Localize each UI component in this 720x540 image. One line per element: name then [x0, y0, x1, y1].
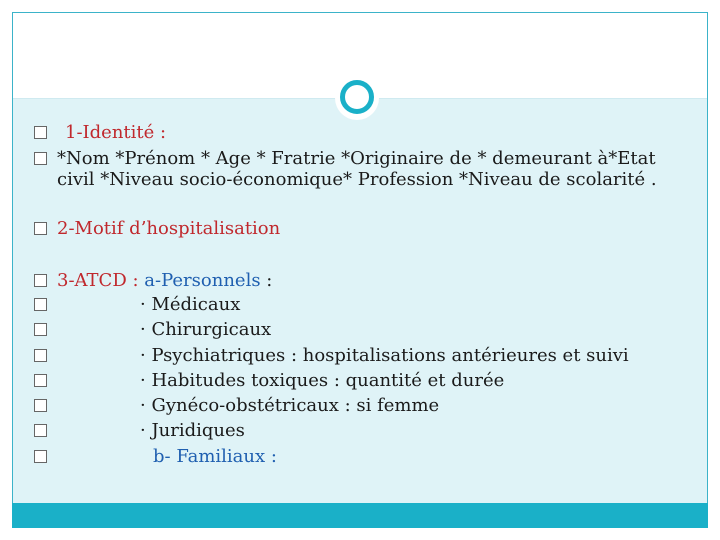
- checkbox-square-icon: [34, 152, 47, 165]
- text-part: civil *Niveau socio-économique* Profession *Niveau de scolarité .: [57, 169, 657, 190]
- text-part: · Médicaux: [140, 294, 241, 315]
- text-part: a-Personnels: [144, 270, 261, 291]
- line-atcd: [34, 270, 272, 292]
- checkbox-square-icon: [34, 274, 47, 287]
- line-familiaux: [34, 446, 277, 468]
- text-part: 1-Identité :: [65, 122, 167, 143]
- line-juridiques: [34, 420, 245, 442]
- line-habitudes: [34, 370, 504, 392]
- line-medicaux: [34, 294, 240, 316]
- text-part: b- Familiaux :: [153, 446, 277, 467]
- text-part: 2-Motif d’hospitalisation: [57, 218, 281, 239]
- line-nom-prenom: [34, 148, 656, 170]
- text-part: 3-ATCD :: [57, 270, 145, 291]
- text-part: *Nom *Prénom * Age * Fratrie *Originaire de * demeurant à*Etat: [57, 148, 656, 169]
- line-motif: [34, 218, 280, 240]
- checkbox-square-icon: [34, 298, 47, 311]
- line-gyneco: [34, 395, 439, 417]
- checkbox-square-icon: [34, 424, 47, 437]
- bottom-accent-bar: [12, 503, 708, 528]
- circle-ornament-icon: [340, 80, 374, 114]
- line-chirurgicaux: [34, 319, 271, 341]
- checkbox-square-icon: [34, 399, 47, 412]
- checkbox-square-icon: [34, 323, 47, 336]
- text-part: · Gynéco-obstétricaux : si femme: [140, 395, 440, 416]
- line-identite: [34, 122, 166, 144]
- text-part: · Chirurgicaux: [140, 319, 272, 340]
- text-part: · Juridiques: [140, 420, 245, 441]
- checkbox-square-icon: [34, 374, 47, 387]
- text-part: · Psychiatriques : hospitalisations antérieures et suivi: [140, 345, 629, 366]
- checkbox-square-icon: [34, 126, 47, 139]
- line-psychiatriques: [34, 345, 629, 367]
- text-part: · Habitudes toxiques : quantité et durée: [140, 370, 505, 391]
- checkbox-square-icon: [34, 222, 47, 235]
- text-part: :: [260, 270, 273, 291]
- checkbox-square-icon: [34, 450, 47, 463]
- checkbox-square-icon: [34, 349, 47, 362]
- line-civil: [57, 169, 657, 191]
